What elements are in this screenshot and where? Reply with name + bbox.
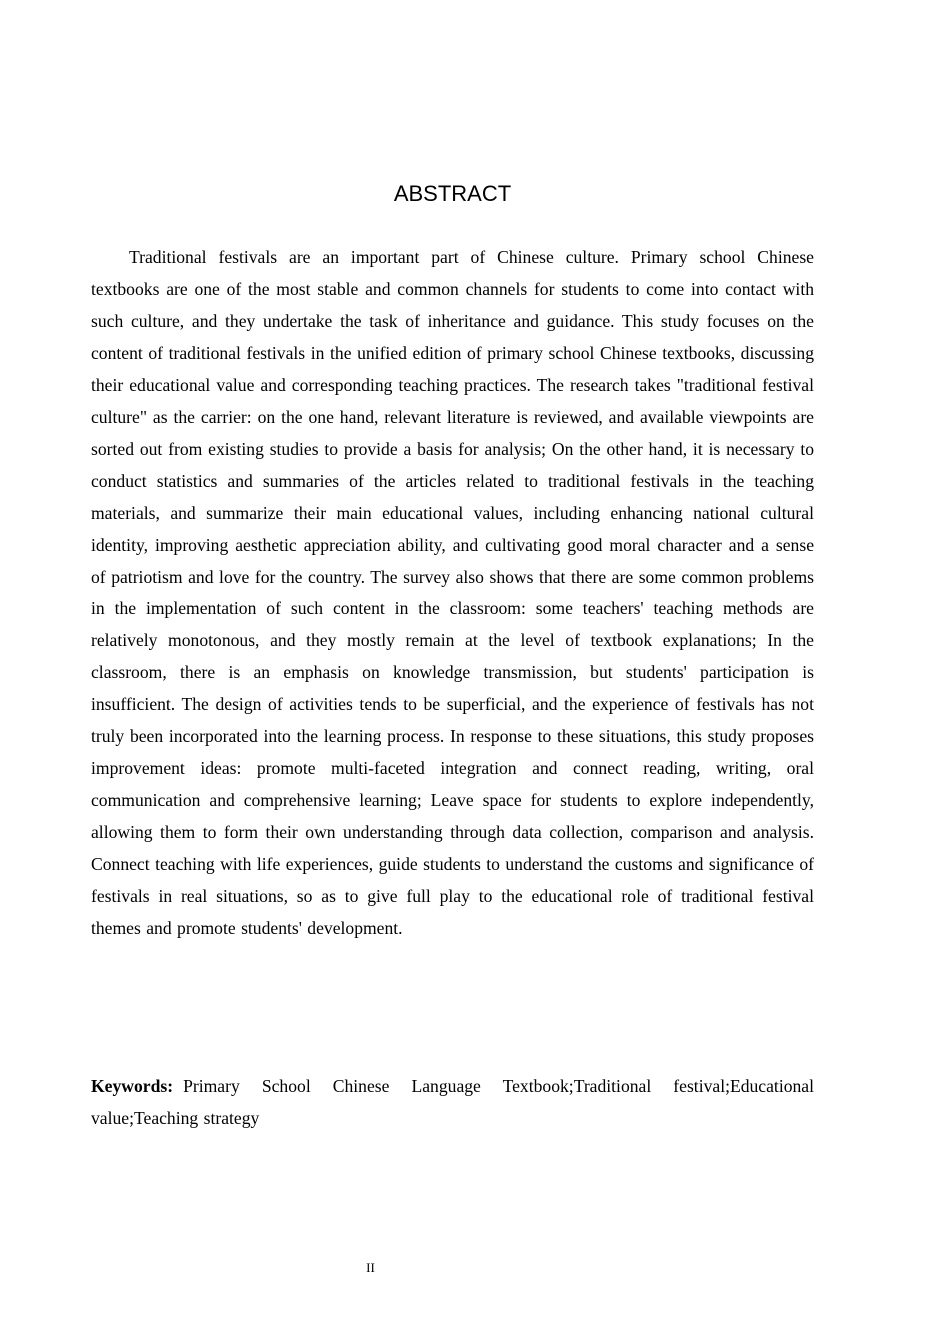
abstract-title: ABSTRACT — [393, 181, 512, 206]
page-number: II — [366, 1260, 375, 1275]
keywords-label: Keywords: — [91, 1076, 174, 1096]
keywords-paragraph — [91, 1071, 814, 1135]
keywords-text: Primary School Chinese Language Textbook;Traditional festival;Educational value;Teaching strategy — [91, 1076, 814, 1128]
abstract-body: Traditional festivals are an important part of Chinese culture. Primary school Chinese textbooks are one of the most stable and common channels for students to come into contact with such culture, and they undertake the task of inheritance and guidance. This study focuses on the content of traditional festivals in the unified edition of primary school Chinese textbooks, discussing their educational value and corresponding teaching practices. The research takes "traditional festival culture" as the carrier: on the one hand, relevant literature is reviewed, and available viewpoints are sorted out from existing studies to provide a basis for analysis; On the other hand, it is necessary to conduct statistics and summaries of the articles related to traditional festivals in the teaching materials, and summarize their main educational values, including enhancing national cultural identity, improving aesthetic appreciation ability, and cultivating good moral character and a sense of patriotism and love for the country. The survey also shows that there are some common problems in the implementation of such content in the classroom: some teachers' teaching methods are relatively monotonous, and they mostly remain at the level of textbook explanations; In the classroom, there is an emphasis on knowledge transmission, but students' participation is insufficient. The design of activities tends to be superficial, and the experience of festivals has not truly been incorporated into the learning process. In response to these situations, this study proposes improvement ideas: promote multi-faceted integration and connect reading, writing, oral communication and comprehensive learning; Leave space for students to explore independently, allowing them to form their own understanding through data collection, comparison and analysis. Connect teaching with life experiences, guide students to understand the customs and significance of festivals in real situations, so as to give full play to the educational role of traditional festival themes and promote students' development. — [91, 247, 814, 939]
